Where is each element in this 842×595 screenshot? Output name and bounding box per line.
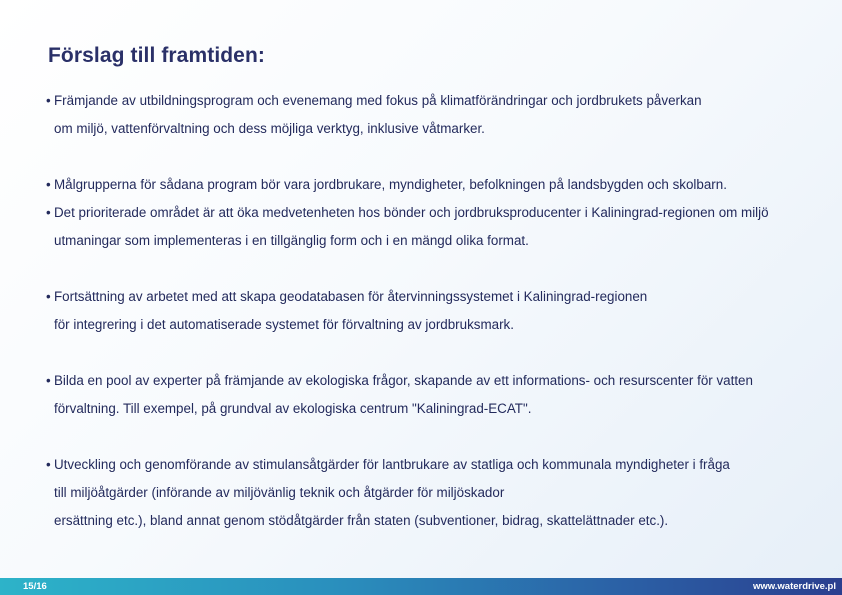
list-item-continuation: ersättning etc.), bland annat genom stödåtgärder från staten (subventioner, bidrag, skattelättnader etc.). (54, 513, 669, 528)
bullet-icon: • (46, 457, 51, 472)
footer-bar (0, 578, 842, 595)
bullet-icon: • (46, 373, 51, 388)
bullet-icon: • (46, 289, 51, 304)
bullet-icon: • (46, 205, 51, 220)
list-item: • Utveckling och genomförande av stimulansåtgärder för lantbrukare av statliga och kommunala myndigheter i fråga (46, 457, 730, 472)
list-item-continuation: förvaltning. Till exempel, på grundval av ekologiska centrum "Kaliningrad-ECAT". (54, 401, 532, 416)
website-link[interactable]: www.waterdrive.pl (752, 581, 836, 592)
list-item: • Bilda en pool av experter på främjande av ekologiska frågor, skapande av ett informations- och resurscenter för vatten (46, 373, 753, 388)
list-item-continuation: för integrering i det automatiserade systemet för förvaltning av jordbruksmark. (54, 317, 514, 332)
list-item: • Målgrupperna för sådana program bör vara jordbrukare, myndigheter, befolkningen på landsbygden och skolbarn. (46, 177, 727, 192)
bullet-icon: • (46, 177, 51, 192)
list-item: • Främjande av utbildningsprogram och evenemang med fokus på klimatförändringar och jordbrukets påverkan (46, 93, 702, 108)
page-number: 15/16 (23, 581, 47, 592)
page-title: Förslag till framtiden: (48, 44, 265, 67)
list-item-continuation: utmaningar som implementeras i en tillgänglig form och i en mängd olika format. (54, 233, 529, 248)
list-item: • Det prioriterade området är att öka medvetenheten hos bönder och jordbruksproducenter i Kaliningrad-regionen om miljö (46, 205, 769, 220)
list-item: • Fortsättning av arbetet med att skapa geodatabasen för återvinningssystemet i Kaliningrad-regionen (46, 289, 648, 304)
list-item-continuation: till miljöåtgärder (införande av miljövänlig teknik och åtgärder för miljöskador (54, 485, 505, 500)
list-item-continuation: om miljö, vattenförvaltning och dess möjliga verktyg, inklusive våtmarker. (54, 121, 485, 136)
bullet-icon: • (46, 93, 51, 108)
